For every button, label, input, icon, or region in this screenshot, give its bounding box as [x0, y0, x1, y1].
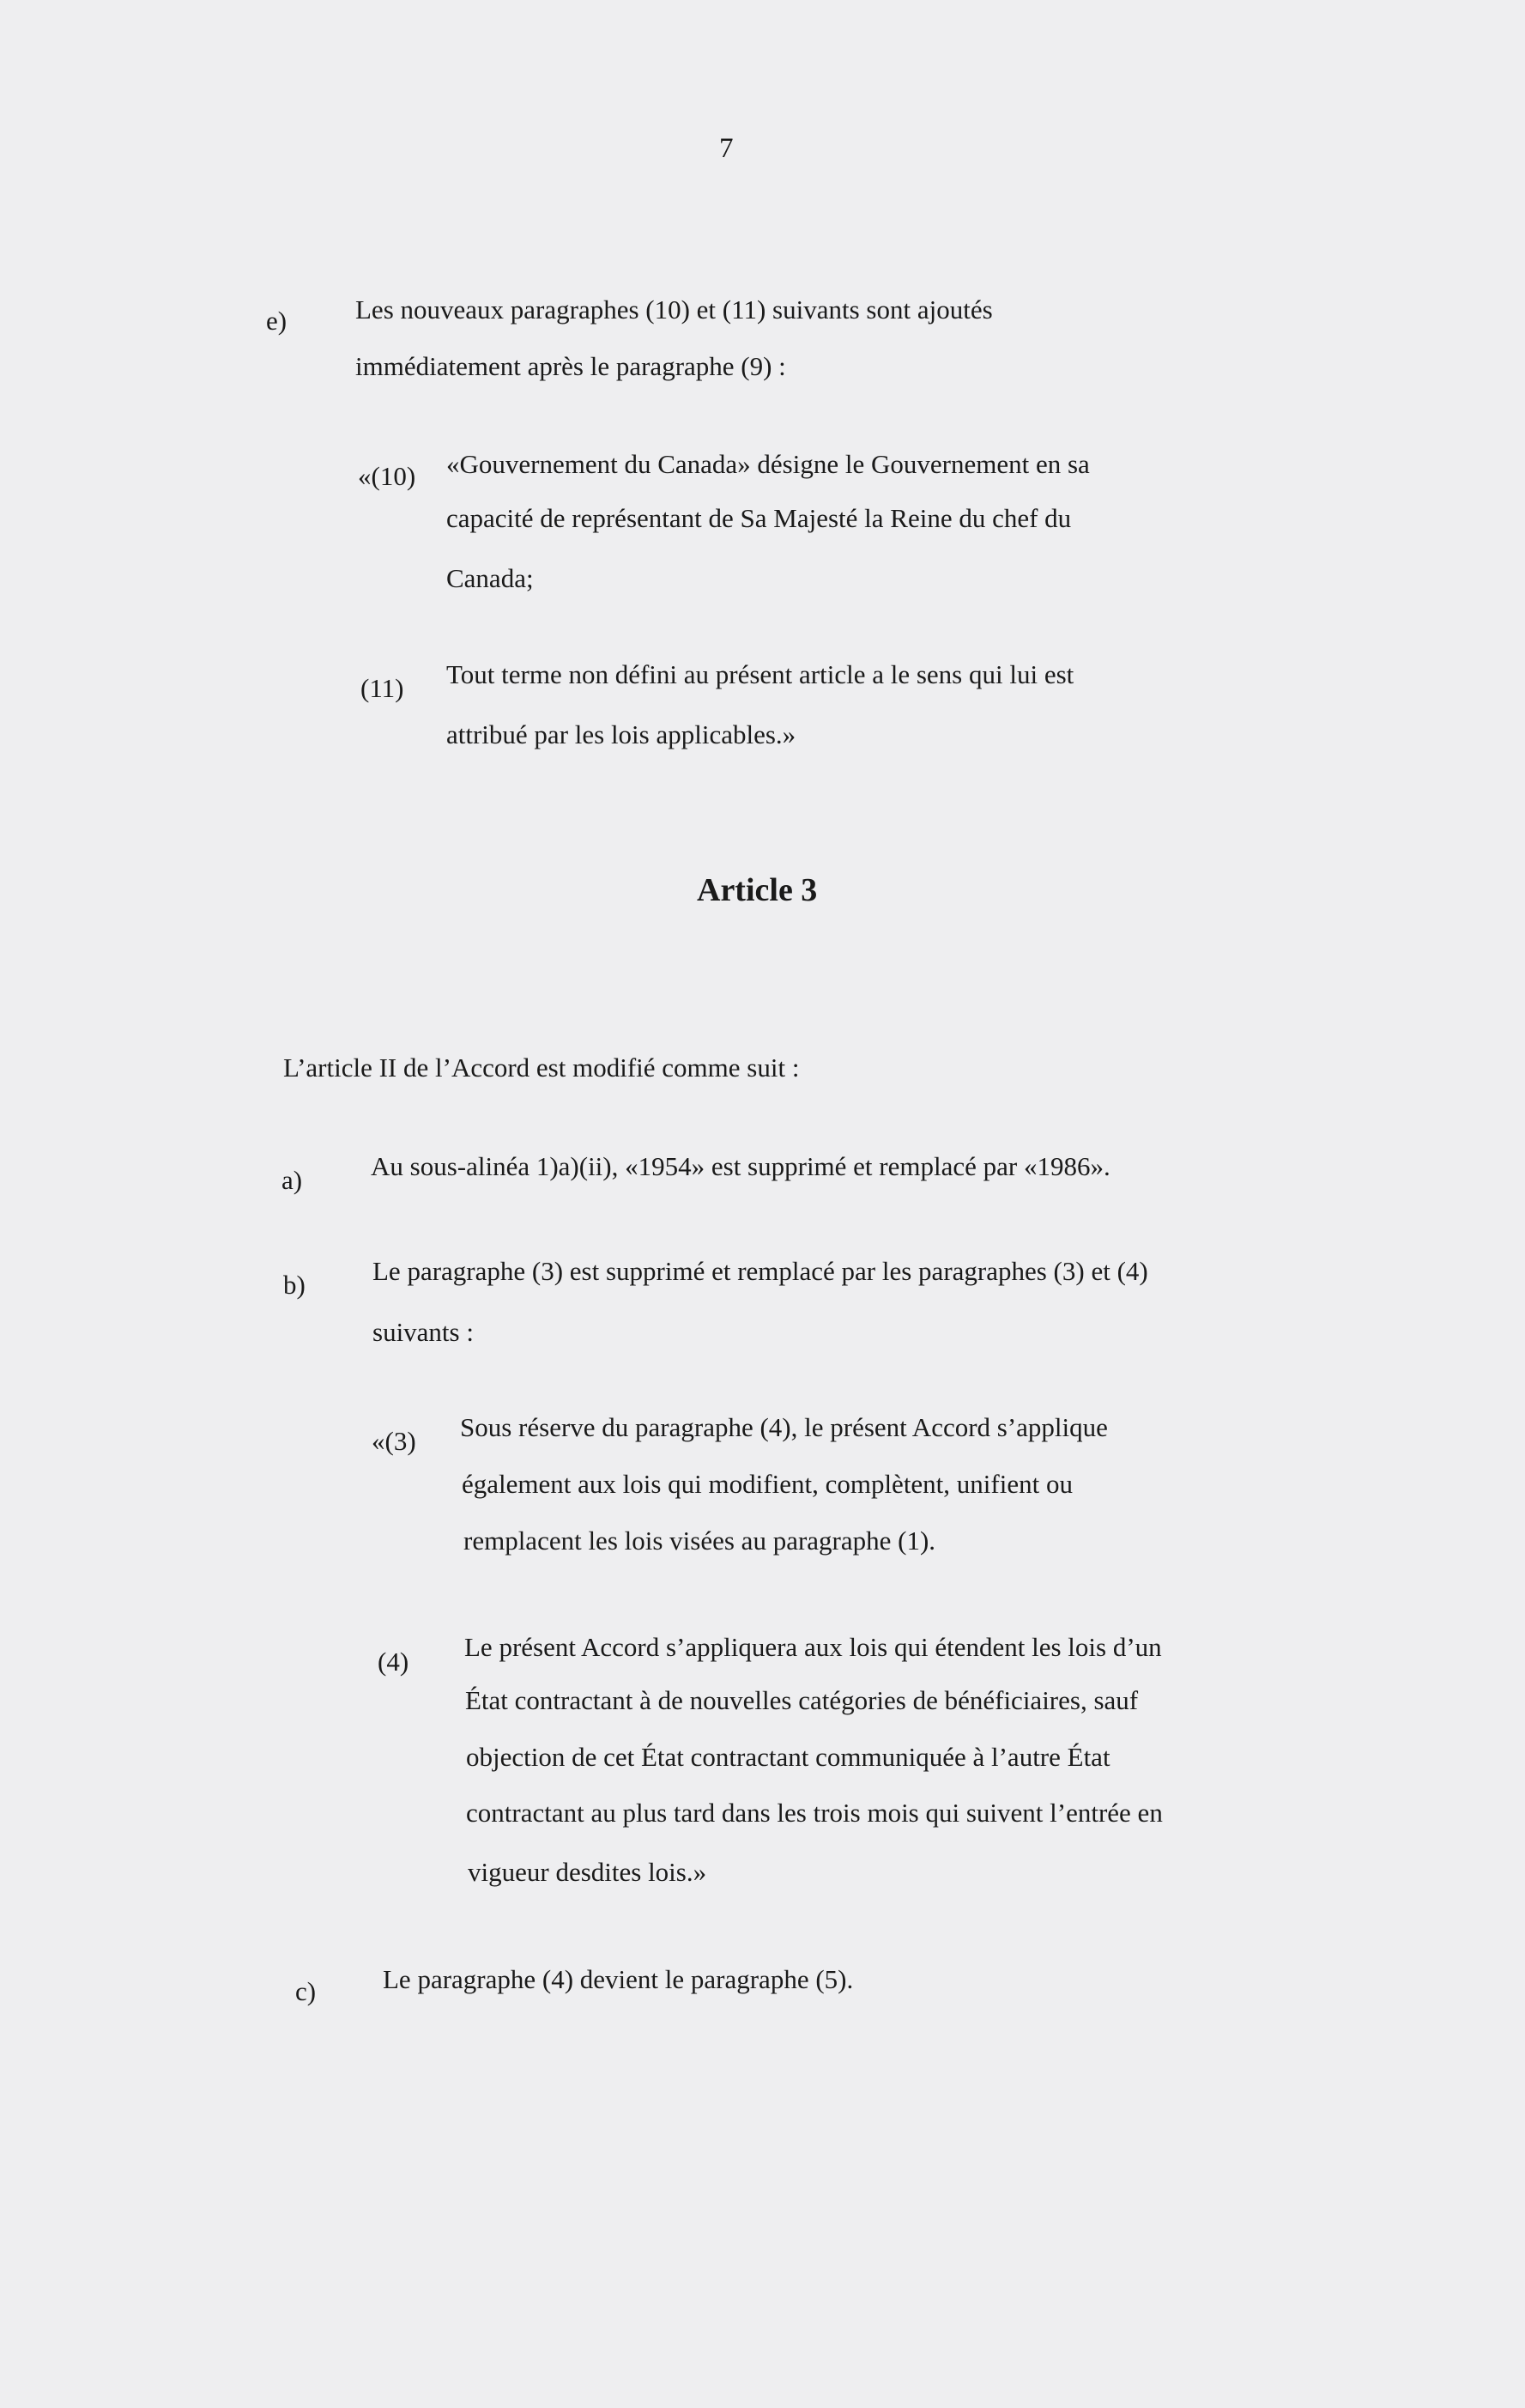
subparagraph-4-line-1: Le présent Accord s’appliquera aux lois qui étendent les lois d’un	[464, 1632, 1162, 1662]
subparagraph-4-label: (4)	[378, 1647, 409, 1677]
subparagraph-3-line-2: également aux lois qui modifient, complètent, unifient ou	[462, 1469, 1073, 1499]
subparagraph-3-label: «(3)	[372, 1426, 416, 1456]
article-intro: L’article II de l’Accord est modifié comme suit :	[283, 1052, 800, 1083]
item-b-line-2: suivants :	[372, 1317, 474, 1347]
subparagraph-4-line-5: vigueur desdites lois.»	[468, 1857, 707, 1887]
subparagraph-10-line-1: «Gouvernement du Canada» désigne le Gouvernement en sa	[446, 449, 1090, 479]
item-a-line-1: Au sous-alinéa 1)a)(ii), «1954» est supprimé et remplacé par «1986».	[371, 1151, 1110, 1181]
subparagraph-10-line-2: capacité de représentant de Sa Majesté la Reine du chef du	[446, 503, 1072, 533]
subparagraph-10-label: «(10)	[358, 461, 416, 491]
subparagraph-10-line-3: Canada;	[446, 563, 534, 593]
subparagraph-3-line-3: remplacent les lois visées au paragraphe (1).	[463, 1525, 936, 1556]
item-e-label: e)	[266, 306, 287, 336]
item-c-label: c)	[295, 1976, 317, 2006]
item-c-line-1: Le paragraphe (4) devient le paragraphe (5).	[383, 1964, 854, 1994]
item-b-line-1: Le paragraphe (3) est supprimé et remplacé par les paragraphes (3) et (4)	[372, 1256, 1148, 1286]
subparagraph-11-line-1: Tout terme non défini au présent article a le sens qui lui est	[446, 659, 1074, 689]
item-e-line-1: Les nouveaux paragraphes (10) et (11) suivants sont ajoutés	[355, 294, 993, 325]
article-heading: Article 3	[697, 872, 818, 908]
subparagraph-4-line-3: objection de cet État contractant communiquée à l’autre État	[466, 1742, 1110, 1772]
item-a-label: a)	[281, 1165, 303, 1195]
item-b-label: b)	[283, 1270, 306, 1300]
subparagraph-4-line-2: État contractant à de nouvelles catégories de bénéficiaires, sauf	[465, 1685, 1139, 1715]
item-e-line-2: immédiatement après le paragraphe (9) :	[355, 351, 786, 381]
subparagraph-11-label: (11)	[360, 673, 404, 703]
subparagraph-11-line-2: attribué par les lois applicables.»	[446, 719, 796, 749]
subparagraph-4-line-4: contractant au plus tard dans les trois mois qui suivent l’entrée en	[466, 1798, 1163, 1828]
subparagraph-3-line-1: Sous réserve du paragraphe (4), le présent Accord s’applique	[460, 1412, 1108, 1442]
page-number: 7	[719, 133, 734, 164]
